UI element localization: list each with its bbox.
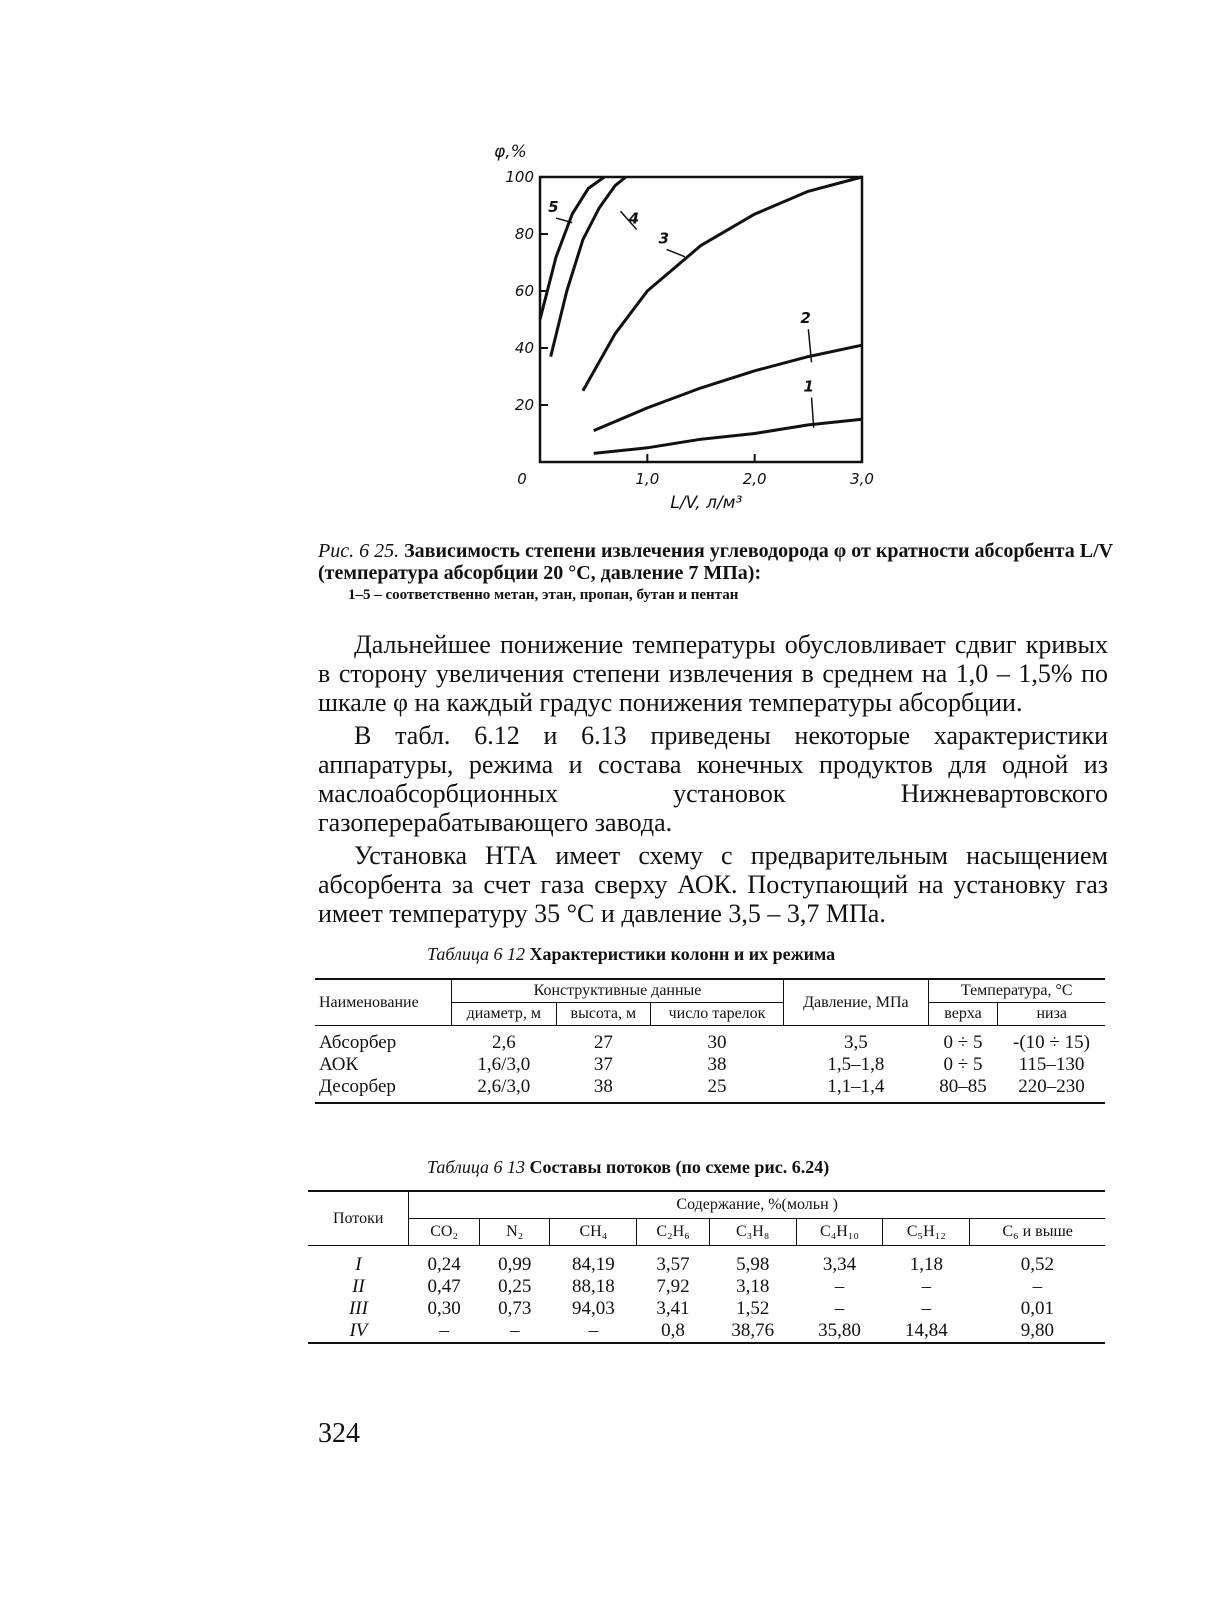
table-6-12-caption (427, 944, 835, 965)
table-cell: 5,98 (736, 1254, 770, 1275)
table-header-name: Наименование (315, 979, 451, 1026)
table-subheader: число тарелок (650, 1003, 783, 1026)
table-cell: 0,52 (1020, 1254, 1054, 1275)
series-curve-3 (583, 177, 862, 391)
table-cell: 2,6 (491, 1032, 516, 1053)
table-cell: 0 ÷ 5 (943, 1032, 983, 1053)
table-header-temperature: Температура, °С (928, 979, 1105, 1003)
table-6-13-label: Таблица 6 13 (427, 1157, 526, 1177)
x-tick-label: 3,0 (850, 470, 874, 488)
page-number: 324 (318, 1418, 360, 1449)
figure-caption (318, 540, 1118, 606)
table-row (308, 1246, 1105, 1277)
y-axis-label: φ,% (494, 142, 527, 162)
series-curve-1 (594, 419, 862, 453)
table-cell: – (921, 1298, 932, 1319)
table-subheader: верха (928, 1003, 998, 1026)
row-label-cell: IV (349, 1320, 368, 1341)
table-6-13-title: Составы потоков (по схеме рис. 6.24) (529, 1157, 830, 1177)
row-label-cell: III (348, 1298, 368, 1319)
table-cell: – (1032, 1276, 1043, 1297)
table-cell: 0 ÷ 5 (943, 1054, 983, 1075)
table-cell: 37 (593, 1054, 613, 1075)
paragraph: В табл. 6.12 и 6.13 приведены некоторые характеристики аппаратуры, режима и состава конечных продуктов для одной из маслоабсорбционных установок Нижневартовского газоперерабатывающего завода. (318, 721, 1108, 837)
table-cell: 3,5 (843, 1032, 868, 1053)
table-cell: 1,1–1,4 (827, 1076, 885, 1097)
row-label-cell: АОК (319, 1054, 359, 1075)
table-cell: 94,03 (572, 1298, 615, 1319)
table-column-header: N₂ (479, 1219, 550, 1246)
table-column-header: CH₄ (550, 1219, 637, 1246)
table-cell: 80–85 (939, 1076, 987, 1097)
x-axis-label: L/V, л/м³ (670, 493, 743, 513)
table-cell: 0,01 (1020, 1298, 1054, 1319)
table-row (315, 1076, 1105, 1103)
table-column-header: C₄H₁₀ (796, 1219, 883, 1246)
table-row (315, 1026, 1105, 1055)
table-cell: 115–130 (1018, 1054, 1085, 1075)
table-subheader: низа (998, 1003, 1105, 1026)
table-cell: 2,6/3,0 (477, 1076, 531, 1097)
table-cell: – (921, 1276, 932, 1297)
table-cell: 220–230 (1018, 1076, 1085, 1097)
table-column-header: CO₂ (409, 1219, 480, 1246)
y-tick-label: 20 (514, 396, 534, 414)
table-cell: 3,41 (656, 1298, 690, 1319)
table-cell: 0,24 (427, 1254, 461, 1275)
table-column-header: C₂H₆ (637, 1219, 710, 1246)
table-cell: 3,18 (736, 1276, 770, 1297)
y-tick-label: 80 (514, 225, 534, 243)
table-row (315, 1054, 1105, 1076)
table-cell: 84,19 (572, 1254, 615, 1275)
table-6-12 (315, 978, 1105, 1104)
table-6-12-label: Таблица 6 12 (427, 944, 526, 964)
table-row (308, 1276, 1105, 1298)
x-tick-label: 2,0 (742, 470, 767, 488)
table-6-13 (308, 1190, 1105, 1344)
figure-caption-text: Зависимость степени извлечения углеводорода φ от кратности абсорбента L/V (температура абсорбции 20 °С, давление 7 МПа): (318, 540, 1113, 584)
chart-series (540, 177, 862, 453)
table-row (308, 1320, 1105, 1343)
table-cell: 38,76 (731, 1320, 775, 1341)
series-label-1: 1 (803, 377, 814, 396)
body-text (318, 630, 1108, 932)
paragraph: Установка НТА имеет схему с предварительным насыщением абсорбента за счет газа сверху АОК. Поступающий на установку газ имеет температуру 35 °С и давление 3,5 – 3,7 МПа. (318, 841, 1108, 928)
table-subheader: диаметр, м (451, 1003, 556, 1026)
row-label-cell: II (352, 1276, 365, 1297)
table-cell: – (834, 1298, 845, 1319)
table-header-content: Содержание, %(мольн ) (409, 1191, 1105, 1219)
table-cell: 3,57 (656, 1254, 690, 1275)
x-tick-label: 0 (517, 470, 527, 488)
y-tick-label: 100 (505, 168, 534, 186)
table-row (308, 1298, 1105, 1320)
table-cell: – (834, 1276, 845, 1297)
table-cell: 0,30 (427, 1298, 461, 1319)
row-label-cell: I (355, 1254, 362, 1275)
series-curve-2 (594, 345, 862, 430)
y-tick-label: 40 (514, 339, 534, 357)
table-cell: 1,18 (909, 1254, 943, 1275)
table-6-12-title: Характеристики колонн и их режима (529, 944, 836, 964)
table-cell: 27 (593, 1032, 613, 1053)
table-cell: 1,52 (736, 1298, 770, 1319)
row-label-cell: Десорбер (319, 1076, 396, 1097)
series-label-4: 4 (628, 209, 640, 228)
y-tick-label: 60 (514, 282, 534, 300)
table-header-flows: Потоки (308, 1191, 409, 1246)
series-label-5: 5 (548, 198, 559, 217)
table-cell: 7,92 (656, 1276, 690, 1297)
series-label-3: 3 (658, 229, 670, 248)
table-6-13-body (308, 1246, 1105, 1344)
table-cell: – (439, 1320, 449, 1341)
row-label-cell: Абсорбер (319, 1032, 397, 1053)
table-6-13-caption (427, 1157, 829, 1178)
series-curve-4 (551, 177, 626, 357)
table-cell: 1,6/3,0 (477, 1054, 531, 1075)
table-cell: 0,47 (427, 1276, 461, 1297)
table-cell: 0,8 (661, 1320, 685, 1341)
table-cell: 88,18 (572, 1276, 615, 1297)
paragraph: Дальнейшее понижение температуры обусловливает сдвиг кривых в сторону увеличения степени извлечения в среднем на 1,0 – 1,5% по шкале φ на каждый градус понижения температуры абсорбции. (318, 630, 1108, 717)
table-cell: 1,5–1,8 (827, 1054, 885, 1075)
table-cell: 3,34 (822, 1254, 857, 1275)
table-cell: 0,99 (498, 1254, 532, 1275)
table-cell: 30 (707, 1032, 727, 1053)
series-label-2: 2 (800, 309, 811, 328)
table-cell: – (588, 1320, 599, 1341)
table-column-header: C₃H₈ (709, 1219, 796, 1246)
table-header-pressure: Давление, МПа (784, 979, 928, 1026)
table-cell: 14,84 (904, 1320, 948, 1341)
table-cell: – (509, 1320, 520, 1341)
table-column-header: C₅H₁₂ (883, 1219, 970, 1246)
table-cell: 38 (593, 1076, 613, 1097)
x-tick-label: 1,0 (635, 470, 660, 488)
table-cell: 25 (707, 1076, 727, 1097)
table-column-header: C₆ и выше (970, 1219, 1105, 1246)
table-cell: 35,80 (818, 1320, 861, 1341)
table-cell: -(10 ÷ 15) (1013, 1032, 1090, 1053)
figure-legend-text: 1–5 – соответственно метан, этан, пропан, бутан и пентан (348, 587, 739, 603)
table-cell: 0,73 (498, 1298, 532, 1319)
figure-caption-lead: Рис. 6 25. (318, 540, 400, 562)
table-6-12-body (315, 1026, 1105, 1104)
table-subheader: высота, м (556, 1003, 650, 1026)
figure-6-25-chart (470, 140, 890, 520)
table-cell: 9,80 (1020, 1320, 1054, 1341)
table-cell: 38 (707, 1054, 727, 1075)
table-header-design: Конструктивные данные (451, 979, 783, 1003)
series-leader-line (667, 249, 685, 256)
table-cell: 0,25 (498, 1276, 532, 1297)
